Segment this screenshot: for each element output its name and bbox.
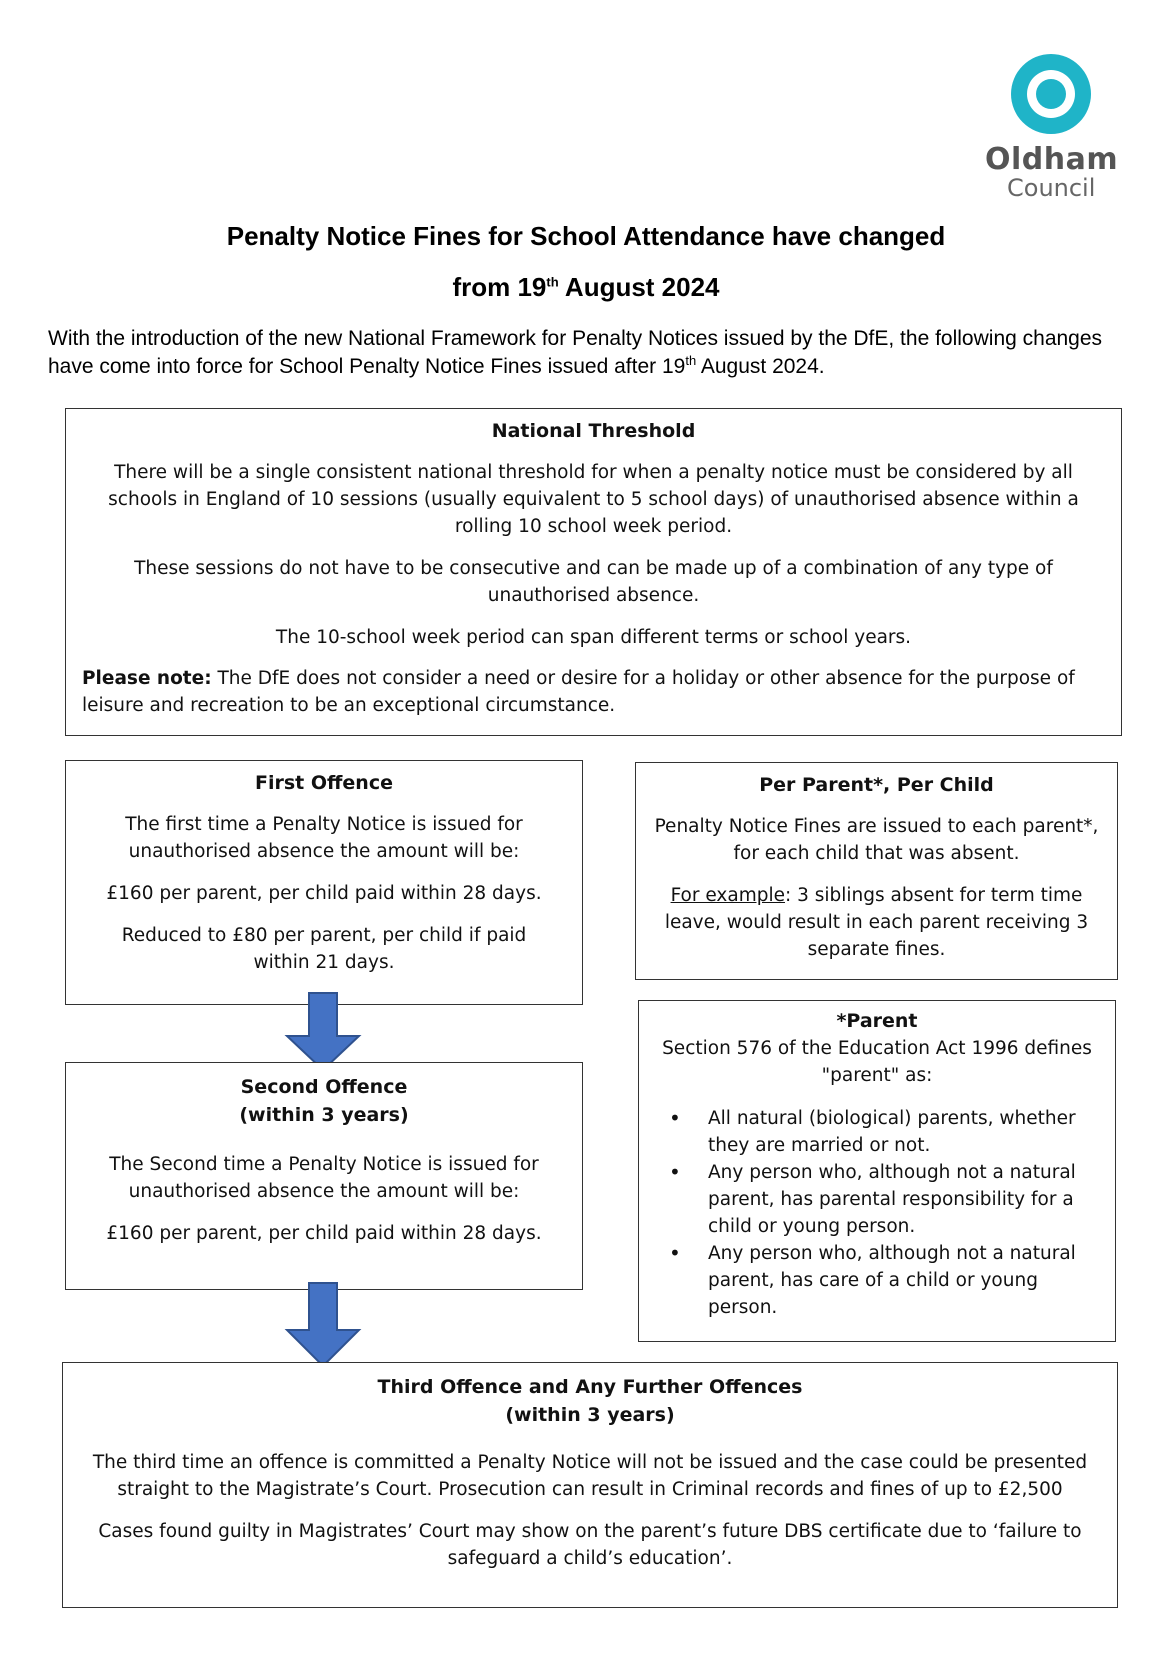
first-offence-para1: The first time a Penalty Notice is issued for unauthorised absence the amount will be: [125, 814, 523, 862]
logo-name-line1: Oldham [985, 142, 1119, 177]
first-offence-heading: First Offence [255, 772, 393, 794]
parent-definition-heading: *Parent [836, 1010, 918, 1032]
parent-definition-intro: Section 576 of the Education Act 1996 defines "parent" as: [662, 1038, 1092, 1086]
third-offence-para2: Cases found guilty in Magistrates’ Court may show on the parent’s future DBS certificate due to ‘failure to safeguard a child’s education’. [98, 1521, 1082, 1569]
first-offence-para2: £160 per parent, per child paid within 28 days. [106, 883, 542, 904]
third-offence-para1: The third time an offence is committed a Penalty Notice will not be issued and the case could be presented straight to the Magistrate’s Court. Prosecution can result in Criminal records and fines of up to £2,500 [92, 1452, 1088, 1500]
parent-definition-box [638, 1000, 1116, 1342]
intro-text-post: August 2024. [696, 355, 825, 378]
second-offence-heading: Second Offence [240, 1076, 408, 1098]
council-logo-ring-icon [985, 46, 1145, 146]
example-text: : 3 siblings absent for term time leave, would result in each parent receiving 3 separate fines. [664, 885, 1089, 960]
note-label: Please note: [82, 668, 212, 689]
second-offence-para2: £160 per parent, per child paid within 28 days. [106, 1223, 542, 1244]
page-title-line1: Penalty Notice Fines for School Attendance have changed [226, 221, 946, 251]
first-offence-box [65, 760, 583, 1005]
list-item: • All natural (biological) parents, whether they are married or not. [653, 1105, 1101, 1159]
down-arrow-icon [283, 1282, 363, 1368]
title-date-pre: from 19 [452, 272, 547, 302]
example-label: For example [670, 885, 785, 906]
second-offence-subheading: (within 3 years) [239, 1104, 409, 1126]
per-parent-box [635, 762, 1118, 980]
third-offence-box [62, 1362, 1118, 1608]
note-text: The DfE does not consider a need or desire for a holiday or other absence for the purpose of leisure and recreation to be an exceptional circumstance. [82, 668, 1075, 716]
parent-definition-list [653, 1105, 1101, 1321]
national-threshold-para2: These sessions do not have to be consecutive and can be made up of a combination of any type of unauthorised absence. [134, 558, 1053, 606]
national-threshold-para1: There will be a single consistent national threshold for when a penalty notice must be considered by all schools in England of 10 sessions (usually equivalent to 5 school days) of unauthorised absence within a rolling 10 school week period. [108, 462, 1079, 537]
third-offence-heading: Third Offence and Any Further Offences [377, 1376, 803, 1398]
page-title-line2 [0, 272, 1172, 303]
list-item: • Any person who, although not a natural parent, has care of a child or young person. [653, 1240, 1101, 1321]
title-date-post: August 2024 [558, 272, 720, 302]
national-threshold-note [82, 665, 1105, 719]
first-offence-para3: Reduced to £80 per parent, per child if paid within 21 days. [121, 925, 527, 973]
council-logo [985, 46, 1145, 206]
title-date-sup: th [546, 274, 559, 290]
per-parent-heading: Per Parent*, Per Child [759, 774, 994, 796]
second-offence-box [65, 1062, 583, 1290]
intro-text-sup: th [685, 353, 697, 368]
intro-text-pre: With the introduction of the new National Framework for Penalty Notices issued by the DfE, the following changes have come into force for School Penalty Notice Fines issued after 19 [48, 327, 1103, 378]
down-arrow-icon [283, 992, 363, 1072]
second-offence-para1: The Second time a Penalty Notice is issued for unauthorised absence the amount will be: [109, 1154, 539, 1202]
per-parent-example [650, 882, 1103, 963]
national-threshold-heading: National Threshold [491, 420, 696, 442]
national-threshold-para3: The 10-school week period can span different terms or school years. [275, 627, 912, 648]
per-parent-para1: Penalty Notice Fines are issued to each parent*, for each child that was absent. [654, 816, 1099, 864]
third-offence-subheading: (within 3 years) [505, 1404, 675, 1426]
national-threshold-box [65, 408, 1122, 736]
list-item: • Any person who, although not a natural parent, has parental responsibility for a child or young person. [653, 1159, 1101, 1240]
intro-paragraph [48, 325, 1138, 381]
logo-name-line2: Council [1007, 174, 1096, 202]
